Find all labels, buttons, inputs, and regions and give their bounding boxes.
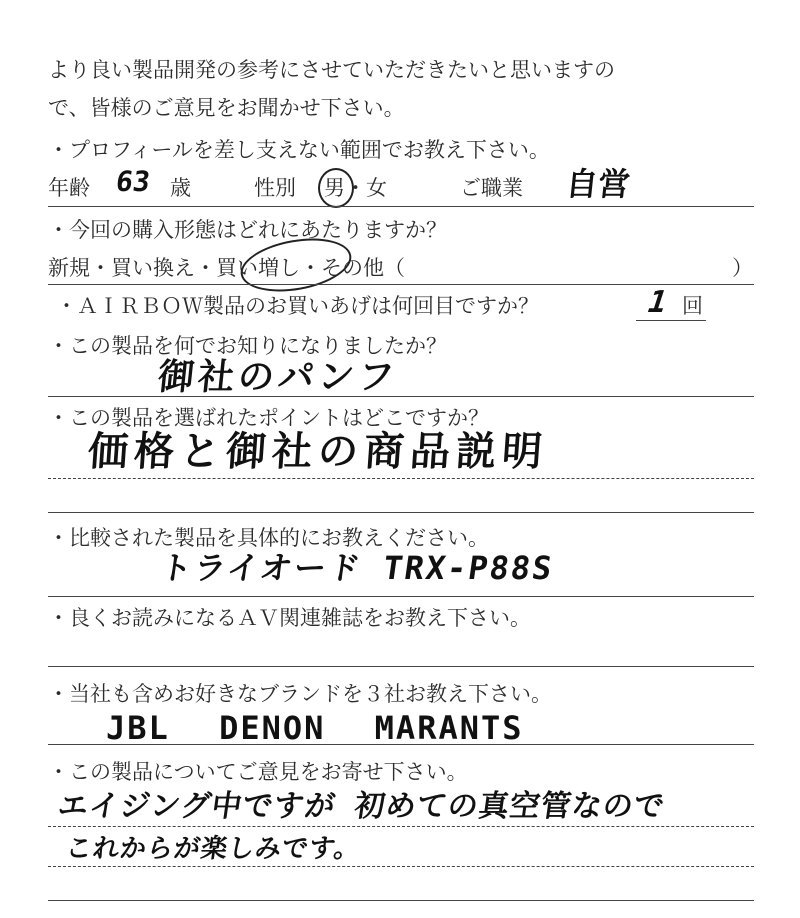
- opinion-question: ・この製品についてご意見をお寄せ下さい。: [48, 760, 468, 784]
- intro-line-2: で、皆様のご意見をお聞かせ下さい。: [48, 96, 405, 120]
- brands-question: ・当社も含めお好きなブランドを３社お教え下さい。: [48, 682, 552, 706]
- age-answer: 63: [113, 165, 153, 198]
- discovery-answer: 御社のパンフ: [155, 357, 401, 398]
- opinion-answer-line-2: これからが楽しみです。: [63, 834, 364, 864]
- compared-rule: [48, 596, 754, 597]
- age-unit: 歳: [170, 176, 191, 200]
- purchase-type-options: 新規・買い換え・買い増し・その他（: [48, 256, 405, 280]
- compared-question: ・比較された製品を具体的にお教えください。: [48, 526, 489, 550]
- discovery-rule: [48, 396, 754, 397]
- magazines-question: ・良くお読みになるＡＶ関連雑誌をお教え下さい。: [48, 606, 531, 630]
- opinion-answer-line-1: エイジング中ですが 初めての真空管なので: [55, 789, 668, 824]
- magazines-rule: [48, 666, 754, 667]
- intro-line-1: より良い製品開発の参考にさせていただきたいと思いますの: [48, 58, 615, 82]
- opinion-rule-1: [48, 826, 754, 827]
- purchase-count-question: ・ＡＩＲＢＯＷ製品のお買いあげは何回目ですか？: [56, 294, 539, 318]
- occupation-answer: 自営: [564, 165, 633, 203]
- selection-point-answer: 価格と御社の商品説明: [86, 429, 550, 475]
- brands-answer: JBL DENON MARANTS: [106, 709, 524, 747]
- selection-point-rule-1: [48, 478, 754, 479]
- discovery-question: ・この製品を何でお知りになりましたか？: [48, 334, 447, 358]
- selection-point-question: ・この製品を選ばれたポイントはどこですか？: [48, 406, 489, 430]
- gender-selected-circle: [318, 168, 354, 208]
- purchase-type-close-paren: ）: [732, 256, 753, 280]
- profile-question: ・プロフィールを差し支えない範囲でお教え下さい。: [48, 138, 550, 162]
- purchase-type-rule: [48, 284, 754, 285]
- purchase-type-question: ・今回の購入形態はどれにあたりますか？: [48, 218, 447, 242]
- purchase-count-answer: 1: [642, 285, 672, 320]
- opinion-rule-2: [48, 866, 754, 867]
- occupation-label: ご職業: [460, 176, 523, 200]
- brands-rule: [48, 744, 754, 745]
- age-label: 年齢: [48, 176, 90, 200]
- gender-options: 男・女: [324, 176, 387, 200]
- gender-label: 性別: [254, 176, 296, 200]
- purchase-count-underline: [636, 320, 706, 321]
- profile-rule: [48, 206, 754, 207]
- purchase-count-unit: 回: [682, 294, 703, 318]
- compared-answer: トライオード TRX-P88S: [157, 549, 557, 587]
- selection-point-rule-2: [48, 512, 754, 513]
- opinion-rule-3: [48, 900, 754, 901]
